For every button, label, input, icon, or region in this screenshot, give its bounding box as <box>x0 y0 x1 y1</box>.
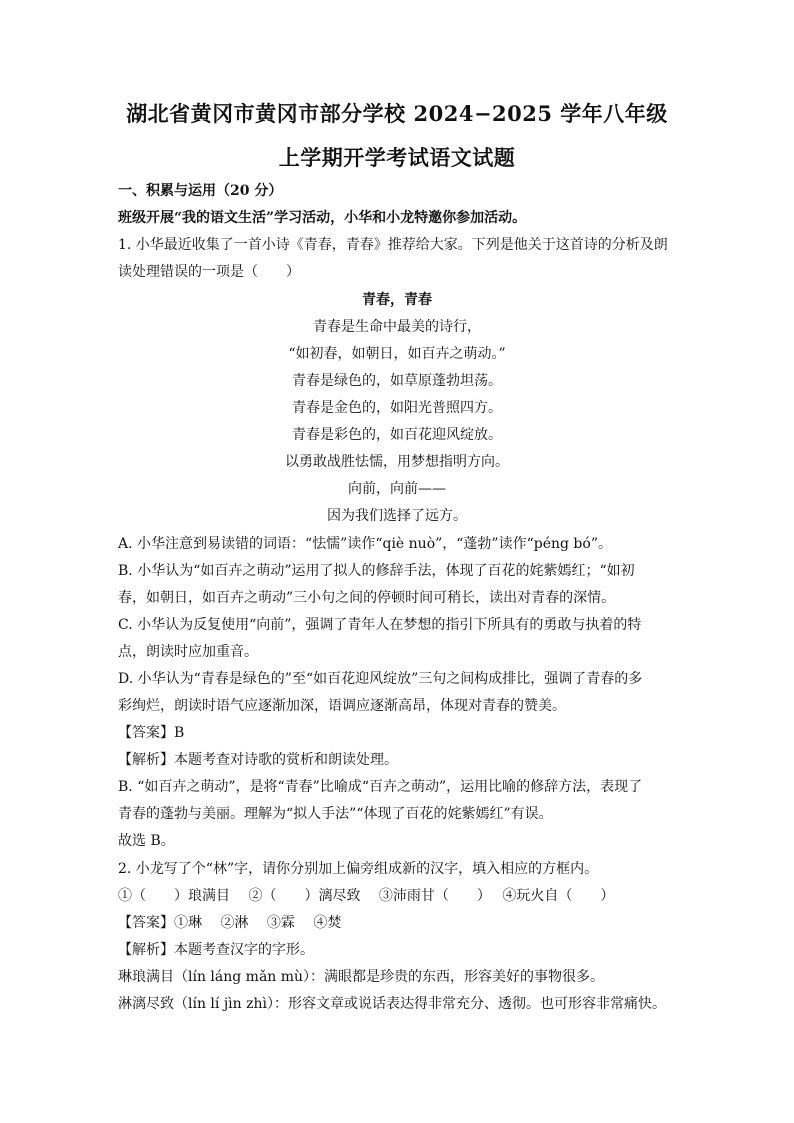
q1-answer: 【答案】B <box>118 725 185 741</box>
q2-stem: 2. 小龙写了个“林”字，请你分别加上偏旁组成新的汉字，填入相应的方框内。 <box>118 861 599 877</box>
option-b-line-1: B. 小华认为“如百卉之萌动”运用了拟人的修辞手法，体现了百花的姹紫嫣红；“如初 <box>118 563 635 579</box>
q2-analysis-line-1: 【解析】本题考查汉字的字形。 <box>118 942 314 958</box>
section-intro: 班级开展“我的语文生活”学习活动，小华和小龙特邀你参加活动。 <box>118 210 527 226</box>
q2-blanks: ①（ ）琅满目 ②（ ）漓尽致 ③沛雨甘（ ） ④玩火自（ ） <box>118 888 615 904</box>
option-d-line-1: D. 小华认为“青春是绿色的”至“如百花迎风绽放”三句之间构成排比，强调了青春的多 <box>118 671 643 687</box>
q2-analysis-line-3: 淋漓尽致（lín lí jìn zhì）：形容文章或说话表达得非常充分、透彻。也可形容非常痛快。 <box>118 996 666 1012</box>
poem-line: 向前，向前—— <box>348 481 446 497</box>
poem-line: 因为我们选择了远方。 <box>327 508 467 524</box>
poem-line: 青春是彩色的，如百花迎风绽放。 <box>292 427 502 443</box>
q2-answer: 【答案】①琳 ②淋 ③霖 ④焚 <box>118 915 342 931</box>
poem-line: 青春是生命中最美的诗行， <box>313 319 481 335</box>
title-line-2: 上学期开学考试语文试题 <box>278 145 516 170</box>
poem-line: “如初春，如朝日，如百卉之萌动。” <box>288 346 506 362</box>
poem-line: 青春是金色的，如阳光普照四方。 <box>292 400 502 416</box>
option-c-line-2: 点，朗读时应加重音。 <box>118 644 258 660</box>
option-c-line-1: C. 小华认为反复使用“向前”，强调了青年人在梦想的指引下所具有的勇敢与执着的特 <box>118 617 642 633</box>
q1-analysis-line-2: B. “如百卉之萌动”，是将“青春”比喻成“百卉之萌动”，运用比喻的修辞方法，表现了 <box>118 779 643 795</box>
option-a: A. 小华注意到易读错的词语：“怯懦”读作“qiè nuò”，“蓬勃”读作“péng bó”。 <box>118 536 612 552</box>
q1-stem-line-2: 读处理错误的一项是（ ） <box>118 264 300 280</box>
poem-line: 以勇敢战胜怯懦，用梦想指明方向。 <box>285 454 509 470</box>
poem-title: 青春，青春 <box>362 292 432 308</box>
poem-line: 青春是绿色的，如草原蓬勃坦荡。 <box>292 373 502 389</box>
title-line-1: 湖北省黄冈市黄冈市部分学校 2024−2025 学年八年级 <box>126 101 668 126</box>
q1-conclusion: 故选 B。 <box>118 833 175 849</box>
section-heading: 一、积累与运用（20 分） <box>118 183 283 199</box>
q1-analysis-line-3: 青春的蓬勃与美丽。理解为“拟人手法”“体现了百花的姹紫嫣红”有误。 <box>118 806 553 822</box>
option-d-line-2: 彩绚烂，朗读时语气应逐渐加深，语调应逐渐高昂，体现对青春的赞美。 <box>118 698 566 714</box>
q2-analysis-line-2: 琳琅满目（lín láng mǎn mù）：满眼都是珍贵的东西，形容美好的事物很多。 <box>118 969 605 985</box>
option-b-line-2: 春，如朝日，如百卉之萌动”三小句之间的停顿时间可稍长，读出对青春的深情。 <box>118 590 616 606</box>
q1-stem-line-1: 1. 小华最近收集了一首小诗《青春，青春》推荐给大家。下列是他关于这首诗的分析及朗 <box>118 237 668 253</box>
q1-analysis-line-1: 【解析】本题考查对诗歌的赏析和朗读处理。 <box>118 752 398 768</box>
